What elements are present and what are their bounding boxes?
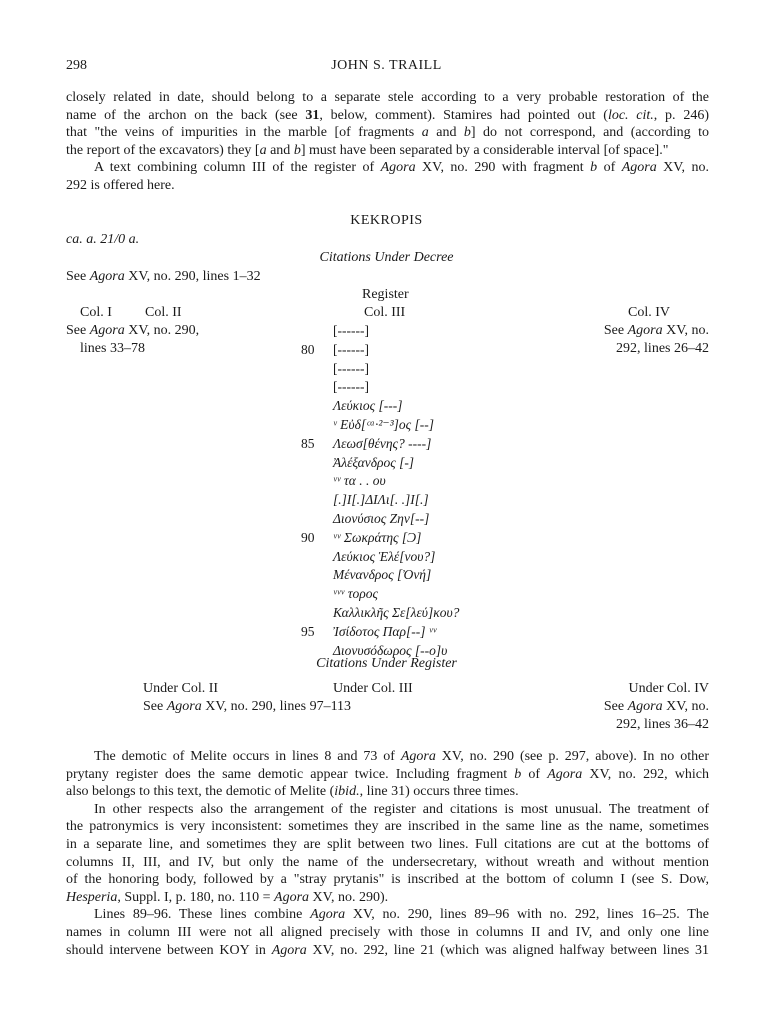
register-line: Ἀλέξανδρος [-] (333, 454, 415, 470)
body-paragraph-line: prytany register does the same demotic appear twice. Including fragment b of Agora XV, no. 292, which (66, 766, 709, 782)
register-line: [------] (333, 379, 369, 395)
body-paragraph-line: The demotic of Melite occurs in lines 8 and 73 of Agora XV, no. 290 (see p. 297, above). In no other (94, 749, 709, 764)
register-line: Λεύκιος [---] (333, 398, 403, 414)
body-paragraph-line: Lines 89–96. These lines combine Agora XV, no. 290, lines 89–96 with no. 292, lines 16–25. The (94, 907, 709, 923)
intro-paragraph-line: 292 is offered here. (66, 177, 175, 193)
tribe-heading: KEKROPIS (350, 213, 423, 228)
body-paragraph-line: in a separate line, and sometimes they are split between two lines. Full citations are cut at the bottoms of (66, 836, 709, 852)
line-number: 85 (301, 435, 315, 451)
under-col-ii-reference: See Agora XV, no. 290, lines 97–113 (143, 699, 352, 714)
col-ii-label: Col. II (145, 305, 182, 320)
register-line: [------] (333, 360, 369, 376)
register-line: Ἰσίδοτος Παρ[--] ᵛᵛ (333, 623, 437, 639)
register-label: Register (362, 287, 409, 302)
register-line: Λεύκιος Ἑλέ[νου?] (333, 548, 436, 564)
register-line: [.]Ι[.]ΔΙΛι[. .]Ι[.] (333, 492, 429, 508)
citations-decree-heading: Citations Under Decree (319, 250, 454, 265)
body-text (66, 748, 709, 959)
left-column-reference: See Agora XV, no. 290, (66, 323, 200, 338)
intro-paragraph-line: the report of the excavators) they [a and b] must have been separated by a considerable interval [of space]." (66, 142, 669, 158)
register-line: Καλλικλῆς Σε[λεύ]κου? (333, 605, 460, 620)
under-col-iv-label: Under Col. IV (628, 681, 709, 696)
under-col-iv-reference-lines: 292, lines 36–42 (616, 717, 709, 732)
register-line: ᵛᵛ Σωκράτης [Ͻ] (333, 529, 422, 545)
register-line: Μένανδρος [Ὀνή] (333, 567, 432, 583)
body-paragraph-line: In other respects also the arrangement of the register and citations is most unusual. The treatment of (94, 801, 709, 817)
body-paragraph-line: Hesperia, Suppl. I, p. 180, no. 110 = Agora XV, no. 290). (66, 889, 389, 905)
decree-reference: See Agora XV, no. 290, lines 1–32 (66, 269, 261, 284)
body-paragraph-line: should intervene between KOY in Agora XV, no. 292, line 21 (which was aligned halfway between lines 31 (66, 942, 710, 958)
body-paragraph-line: names in column III were not all aligned precisely with those in columns II and IV, and only one line (66, 924, 709, 940)
citations-register-heading: Citations Under Register (316, 656, 457, 671)
col-i-label: Col. I (80, 305, 112, 320)
register-line: ᵛᵛ τα . . ου (333, 473, 386, 489)
page-number: 298 (66, 58, 87, 73)
right-column-reference: See Agora XV, no. (603, 323, 709, 338)
intro-paragraph-line: that "the veins of impurities in the marble [of fragments a and b] do not correspond, and (according to (66, 125, 709, 141)
register-line: ᵛᵛᵛ τορος (333, 586, 378, 602)
intro-paragraph-line: closely related in date, should belong to a separate stele according to a very probable restoration of the (66, 90, 709, 105)
date-line: ca. a. 21/0 a. (66, 232, 140, 247)
register-line: Διονυσόδωρος [--ο]υ (333, 642, 448, 658)
intro-paragraph-line: A text combining column III of the register of Agora XV, no. 290 with fragment b of Agora XV, no. (94, 160, 709, 176)
col-iv-label: Col. IV (628, 305, 670, 320)
line-number: 80 (301, 341, 315, 357)
col-iii-label: Col. III (364, 305, 406, 320)
line-number: 95 (301, 623, 315, 639)
register-line: Λεωσ[θένης? ----] (333, 435, 432, 451)
body-paragraph-line: also belongs to this text, the demotic of Melite (ibid., line 31) occurs three times. (66, 784, 519, 800)
running-title: JOHN S. TRAILL (331, 58, 442, 73)
register-line: ᵛ Εὐδ[ᶜᵃ·²⁻³]ος [--] (333, 417, 434, 432)
under-col-ii-label: Under Col. II (143, 681, 219, 696)
register-line: [------] (333, 341, 369, 357)
register-line: Διονύσιος Ζην[--] (333, 511, 430, 526)
under-col-iii-label: Under Col. III (333, 681, 413, 696)
body-paragraph-line: the patronymics is very inconsistent: sometimes they are inscribed in the same line as the name, sometimes (66, 819, 709, 835)
body-paragraph-line: of the honoring body, followed by a "stray prytanis" is inscribed at the bottom of column I (see S. Dow, (66, 872, 709, 888)
register-line: [------] (333, 323, 369, 338)
intro-paragraph-line: name of the archon on the back (see 31, below, comment). Stamires had pointed out (loc. cit., p. 246) (66, 107, 709, 123)
line-number: 90 (301, 529, 315, 545)
body-paragraph-line: columns II, III, and IV, but only the name of the undersecretary, without wreath and without mention (66, 854, 709, 870)
left-column-reference-lines: lines 33–78 (80, 341, 145, 356)
right-column-reference-lines: 292, lines 26–42 (616, 341, 709, 356)
under-col-iv-reference: See Agora XV, no. (603, 699, 709, 714)
intro-paragraph (66, 89, 709, 195)
